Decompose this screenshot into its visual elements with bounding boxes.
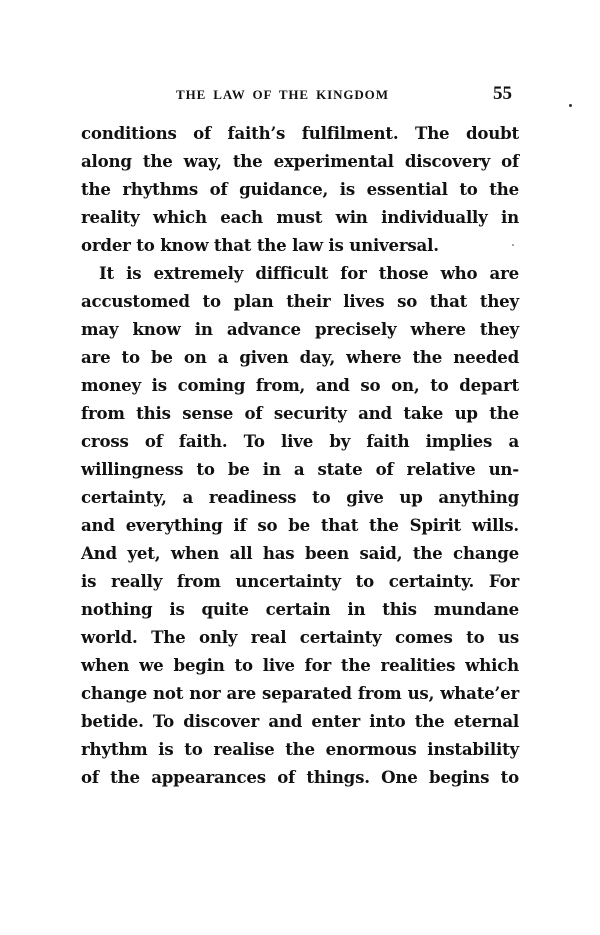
running-title: THE LAW OF THE KINGDOM xyxy=(176,87,389,102)
text-line: And yet, when all has been said, the change xyxy=(81,543,519,563)
page-body xyxy=(81,119,519,791)
text-line: certainty, a readiness to give up anything xyxy=(81,487,519,507)
paragraph-2 xyxy=(81,259,519,791)
text-line: It is extremely difficult for those who are xyxy=(99,263,519,283)
text-line: rhythm is to realise the enormous instability xyxy=(81,739,519,759)
text-line: cross of faith. To live by faith implies a xyxy=(81,431,519,451)
text-line: reality which each must win individually in xyxy=(81,207,519,227)
scan-speck xyxy=(569,104,572,107)
text-line: of the appearances of things. One begins to xyxy=(81,767,519,787)
text-line: along the way, the experimental discovery of xyxy=(81,151,519,171)
text-line: are to be on a given day, where the needed xyxy=(81,347,519,367)
running-header xyxy=(176,83,521,107)
page-number: 55 xyxy=(493,83,512,104)
text-line: is really from uncertainty to certainty. For xyxy=(81,571,519,591)
text-line: accustomed to plan their lives so that they xyxy=(81,291,519,311)
text-line: nothing is quite certain in this mundane xyxy=(81,599,519,619)
text-line: may know in advance precisely where they xyxy=(81,319,519,339)
text-line: money is coming from, and so on, to depart xyxy=(81,375,519,395)
text-line: world. The only real certainty comes to us xyxy=(81,627,519,647)
text-line: when we begin to live for the realities which xyxy=(81,655,519,675)
text-line: change not nor are separated from us, whate’er xyxy=(81,683,519,703)
text-line: from this sense of security and take up the xyxy=(81,403,519,423)
text-line: willingness to be in a state of relative un- xyxy=(81,459,519,479)
text-line: the rhythms of guidance, is essential to the xyxy=(81,179,519,199)
text-line: betide. To discover and enter into the eternal xyxy=(81,711,519,731)
text-line: order to know that the law is universal. xyxy=(81,235,439,255)
text-line: conditions of faith’s fulfilment. The doubt xyxy=(81,123,519,143)
paragraph-1 xyxy=(81,119,519,259)
text-line: and everything if so be that the Spirit wills. xyxy=(81,515,519,535)
